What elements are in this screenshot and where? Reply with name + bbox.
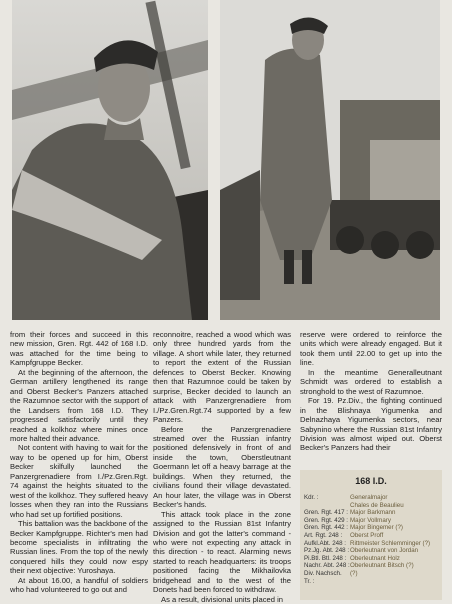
infobox-table	[304, 494, 440, 585]
paragraph: This battalion was the backbone of the Becker Kampfgruppe. Richter's men had become specialists in infiltrating the Russian lines. From the top of the newly conquered hills they could now espy their next objective: Yuroshaya.	[10, 519, 148, 576]
table-row	[304, 494, 440, 502]
table-row	[304, 540, 440, 548]
row-key	[304, 502, 350, 510]
row-value: Major Barkmann	[350, 509, 396, 517]
row-key: Pz.Jg. Abt. 248 :	[304, 547, 350, 555]
table-row	[304, 524, 440, 532]
table-row	[304, 555, 440, 563]
paragraph: At about 16.00, a handful of soldiers who had volunteered to go out and	[10, 575, 148, 595]
text-column-1	[10, 330, 148, 595]
table-row	[304, 517, 440, 525]
paragraph: At the beginning of the afternoon, the German artillery lengthened its range and Oberst Becker's Panzers attached the Razumnoe sector with the support of the Landsers from 168 I.D. They progressed satisfactorily until they reached a kolkhoz where mines once more halted their advance.	[10, 367, 148, 443]
division-infobox	[300, 470, 442, 600]
row-key: Kdr. :	[304, 494, 319, 501]
row-key: Div. Nachsch. Tr. :	[304, 569, 342, 585]
row-key: Gren. Rgt. 442 :	[304, 524, 349, 532]
table-row	[304, 547, 440, 555]
paragraph: reserve were ordered to reinforce the units which were already engaged. But it took them until 22.00 to get up into the line.	[300, 330, 442, 368]
row-value: Major Vollmary	[350, 516, 391, 524]
paragraph: reconnoitre, reached a wood which was only three hundred yards from the village. A short while later, they returned to report the extent of the Russian defences to Oberst Becker. Knowing then that Razumnoe could be taken by surprise, Becker decided to launch an attack with Panzergrenadiere from I./Pz.Gren.Rgt.74 supported by a few Panzers.	[153, 330, 291, 425]
row-key: Pi.Btl. Btl. 248 :	[304, 554, 347, 562]
paragraph: In the meantime Generalleutnant Schmidt was ordered to establish a stronghold to the west of Razumnoe.	[300, 367, 442, 396]
paragraph: For 19. Pz.Div., the fighting continued in the Blishnaya Yigumenka and Delnazhaya Yigumenka sectors, near Sabynino where the Russian 81st Infantry Division was almost wiped out. Oberst Becker's Panzers had their	[300, 396, 442, 453]
table-row	[304, 502, 440, 510]
row-value: Oberst Proff	[350, 531, 384, 539]
row-key: Gren. Rgt. 429 :	[304, 516, 349, 524]
row-key: Nachr. Abt. 248 :	[304, 562, 350, 570]
row-value: Oberleutnant Holz	[350, 554, 400, 562]
row-key: Aufkl.Abt. 248 :	[304, 539, 346, 547]
row-key: Gren. Rgt. 417 :	[304, 509, 349, 517]
table-row	[304, 532, 440, 540]
table-row	[304, 562, 440, 570]
row-value: Generalmajor	[350, 494, 388, 501]
row-value: Major Bingemer (?)	[350, 524, 403, 532]
row-value: Oberleutnant von Jordan	[350, 547, 419, 555]
paragraph: Before the Panzergrenadiere streamed over the Russian infantry positioned defensively in front of and inside the town, Oberstleutnant Goermann let off a heavy barrage at the buildings. When they returned, the civilians found their village devastated. An hour later, the village was in Oberst Becker's hands.	[153, 424, 291, 510]
row-value: Chales de Beaulieu	[350, 501, 404, 509]
text-column-2	[153, 330, 291, 604]
photo-officer-tank	[220, 0, 440, 320]
row-value: (?)	[350, 569, 358, 577]
paragraph: This attack took place in the zone assigned to the Russian 81st Infantry Division and got the latter's command - who were not expecting any attack in this direction - to react. Alarming news started to reach headquarters: its troops positioned facing the Mikhailovka bridgehead and to the west of the Donets had been forced to withdraw.	[153, 509, 291, 595]
photo-officer-closeup	[12, 0, 208, 320]
row-key: Art. Rgt. 248 :	[304, 531, 343, 539]
table-row	[304, 570, 440, 585]
infobox-title: 168 I.D.	[355, 476, 387, 486]
table-row	[304, 509, 440, 517]
text-column-3	[300, 330, 442, 453]
row-value: Rittmeister Schlemminger (?)	[350, 539, 431, 547]
row-value: Oberleutnant Bitsch (?)	[350, 562, 414, 570]
paragraph: from their forces and succeed in this new mission, Gren. Rgt. 442 of 168 I.D. was attached for the time being to Kampfgruppe Becker.	[10, 330, 148, 368]
paragraph: Not content with having to wait for the way to be opened up for him, Oberst Becker skilfully launched the Panzergrenadiere from I./Pz.Gren.Rgt. 74 against the heights situated to the west of the kolkhoz. They suffered heavy losses when they ran into the Russians who had set up fortified positions.	[10, 443, 148, 519]
paragraph: As a result, divisional units placed in	[161, 594, 283, 604]
